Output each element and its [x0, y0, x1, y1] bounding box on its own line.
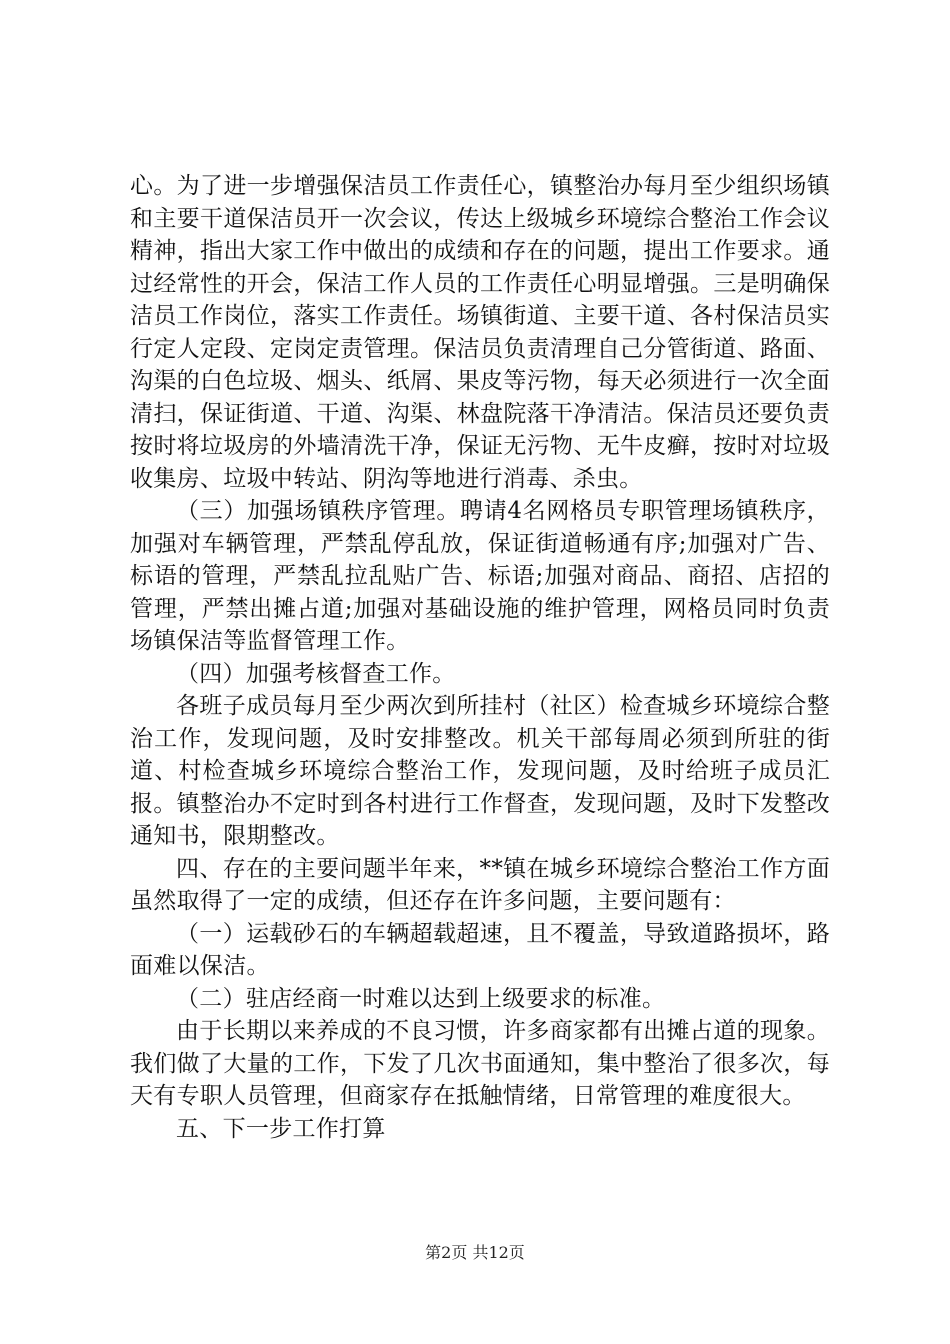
paragraph: 由于长期以来养成的不良习惯，许多商家都有出摊占道的现象。我们做了大量的工作，下发了几次书面通知，集中整治了很多次，每天有专职人员管理，但商家存在抵触情绪，日常管理的难度很大。 [130, 1018, 830, 1109]
document-body [130, 170, 830, 1145]
paragraph: （三）加强场镇秩序管理。聘请4名网格员专职管理场镇秩序，加强对车辆管理，严禁乱停乱放，保证街道畅通有序;加强对广告、标语的管理，严禁乱拉乱贴广告、标语;加强对商品、商招、店招的管理，严禁出摊占道;加强对基础设施的维护管理，网格员同时负责场镇保洁等监督管理工作。 [130, 498, 830, 654]
section-heading: 五、下一步工作打算 [176, 1115, 386, 1142]
page-number-footer: 第2页 共12页 [425, 1243, 525, 1262]
paragraph: 四、存在的主要问题半年来，**镇在城乡环境综合整治工作方面虽然取得了一定的成绩，但还存在许多问题，主要问题有： [130, 855, 830, 914]
paragraph: 各班子成员每月至少两次到所挂村（社区）检查城乡环境综合整治工作，发现问题，及时安排整改。机关干部每周必须到所驻的街道、村检查城乡环境综合整治工作，发现问题，及时给班子成员汇报。镇整治办不定时到各村进行工作督查，发现问题，及时下发整改通知书，限期整改。 [130, 693, 830, 849]
paragraph: 心。为了进一步增强保洁员工作责任心，镇整治办每月至少组织场镇和主要干道保洁员开一次会议，传达上级城乡环境综合整治工作会议精神，指出大家工作中做出的成绩和存在的问题，提出工作要求。通过经常性的开会，保洁工作人员的工作责任心明显增强。三是明确保洁员工作岗位，落实工作责任。场镇街道、主要干道、各村保洁员实行定人定段、定岗定责管理。保洁员负责清理自己分管街道、路面、沟渠的白色垃圾、烟头、纸屑、果皮等污物，每天必须进行一次全面清扫，保证街道、干道、沟渠、林盘院落干净清洁。保洁员还要负责按时将垃圾房的外墙清洗干净，保证无污物、无牛皮癣，按时对垃圾收集房、垃圾中转站、阴沟等地进行消毒、杀虫。 [130, 173, 830, 492]
paragraph: （一）运载砂石的车辆超载超速，且不覆盖，导致道路损坏，路面难以保洁。 [130, 920, 830, 979]
paragraph: （二）驻店经商一时难以达到上级要求的标准。 [176, 985, 666, 1012]
paragraph: （四）加强考核督查工作。 [176, 660, 456, 687]
